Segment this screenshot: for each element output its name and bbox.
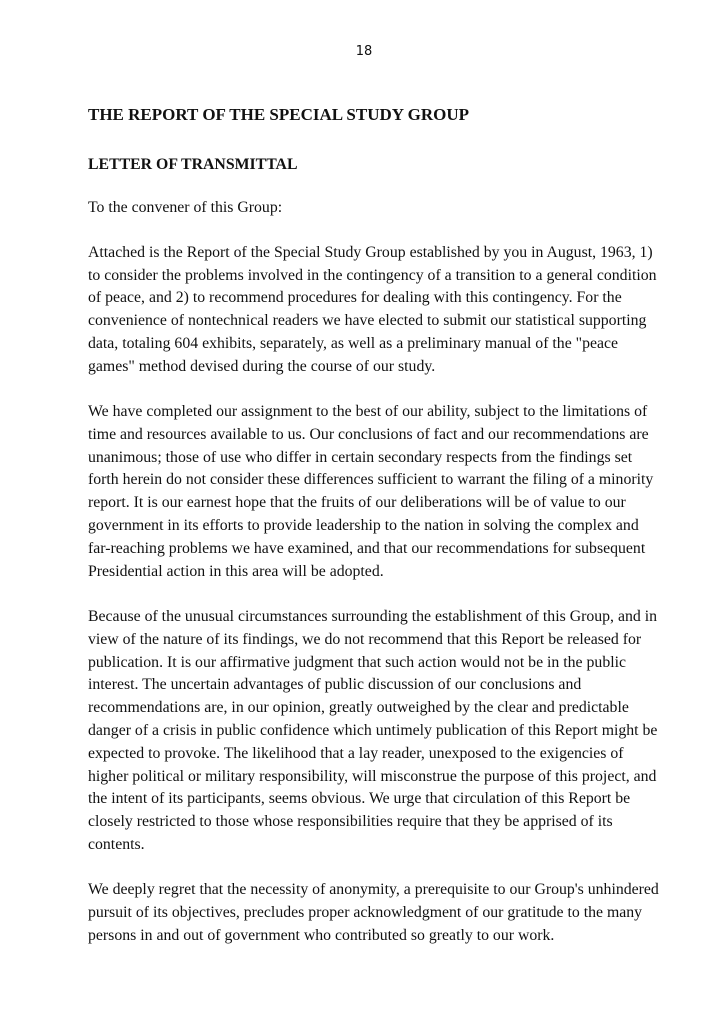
page-number: 18 xyxy=(355,44,373,59)
paragraph-1: Attached is the Report of the Special Study Group established by you in August, 1963, 1) to consider the problems involved in the contingency of a transition to a general condition of peace, and 2) to recommend procedures for dealing with this contingency. For the convenience of nontechnical readers we have elected to submit our statistical supporting data, totaling 604 exhibits, separately, as well as a preliminary manual of the "peace games" method devised during the course of our study. xyxy=(88,243,657,375)
document-body xyxy=(88,104,660,970)
paragraph-4: We deeply regret that the necessity of anonymity, a prerequisite to our Group's unhindered pursuit of its objectives, precludes proper acknowledgment of our gratitude to the many persons in and out of government who contributed so greatly to our work. xyxy=(88,881,659,944)
report-title: THE REPORT OF THE SPECIAL STUDY GROUP xyxy=(88,105,470,124)
letter-heading: LETTER OF TRANSMITTAL xyxy=(88,156,298,173)
paragraph-2: We have completed our assignment to the best of our ability, subject to the limitations of time and resources available to us. Our conclusions of fact and our recommendations are unanimous; those of use who differ in certain secondary respects from the findings set forth herein do not consider these differences sufficient to warrant the filing of a minority report. It is our earnest hope that the fruits of our deliberations will be of value to our government in its efforts to provide leadership to the nation in solving the complex and far-reaching problems we have examined, and that our recommendations for subsequent Presidential action in this area will be adopted. xyxy=(88,403,654,580)
paragraph-3: Because of the unusual circumstances surrounding the establishment of this Group, and in view of the nature of its findings, we do not recommend that this Report be released for publication. It is our affirmative judgment that such action would not be in the public interest. The uncertain advantages of public discussion of our conclusions and recommendations are, in our opinion, greatly outweighed by the clear and predictable danger of a crisis in public confidence which untimely publication of this Report might be expected to provoke. The likelihood that a lay reader, unexposed to the exigencies of higher political or military responsibility, will misconstrue the purpose of this project, and the intent of its participants, seems obvious. We urge that circulation of this Report be closely restricted to those whose responsibilities require that they be apprised of its contents. xyxy=(88,607,658,853)
salutation: To the convener of this Group: xyxy=(88,199,283,216)
